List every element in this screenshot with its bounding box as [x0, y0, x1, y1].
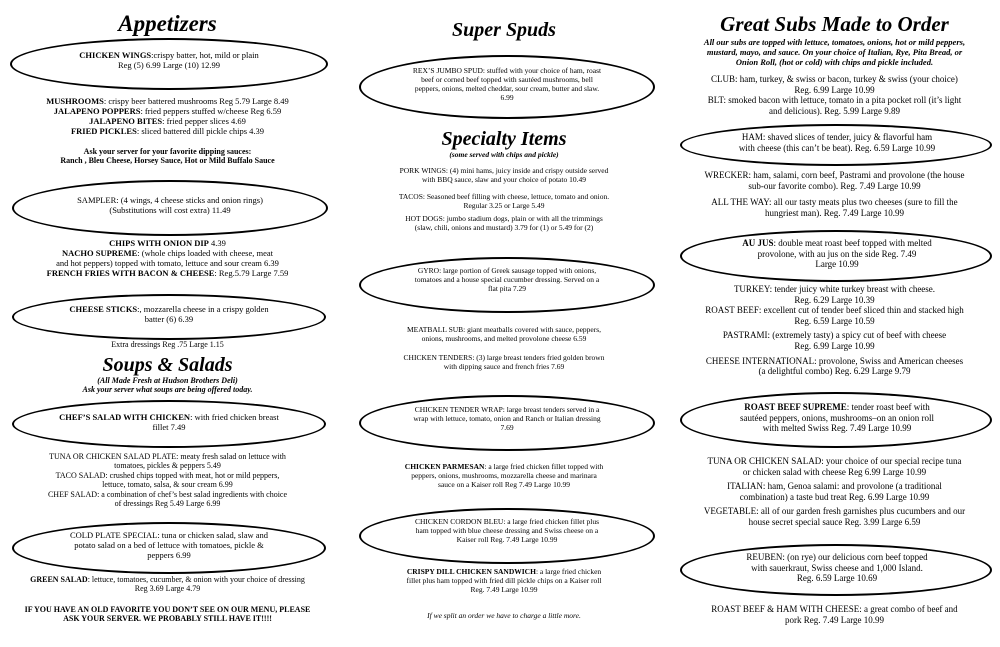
rex-jumbo-spud-item: REX’S JUMBO SPUD: stuffed with your choice of ham, roast beef or corned beef topped with sautéed mushrooms, bell peppers, onions, melted cheddar, sour cream, butter and slaw. 6.99	[412, 66, 602, 102]
chicken-tender-wrap-item: CHICKEN TENDER WRAP: large breast tenders served in a wrap with lettuce, tomato, onion and Ranch or Italian dressing 7.69	[413, 405, 601, 432]
item-name: CHICKEN WINGS	[79, 50, 152, 60]
split-order-note: If we split an order we have to charge a little more.	[427, 611, 581, 620]
subs-intro: All our subs are topped with lettuce, tomatoes, onions, hot or mild peppers, mustard, mayo, and sauce. On your choice of Italian, Rye, Pita Bread, or Onion Roll, (hot or cold) with chips and pickle included.	[703, 37, 966, 68]
super-spuds-title: Super Spuds	[452, 19, 556, 41]
list-item: JALAPENO POPPERS: fried peppers stuffed w/cheese Reg 6.59	[53, 106, 282, 117]
column-subs	[672, 0, 997, 647]
cold-plate-item: COLD PLATE SPECIAL: tuna or chicken salad, slaw and potato salad on a bed of lettuce with tomatoes, pickle & peppers 6.99	[69, 530, 269, 561]
list-item: FRENCH FRIES WITH BACON & CHEESE: Reg.5.79 Large 7.59	[46, 268, 289, 279]
item-price: Reg (5) 6.99 Large (10) 12.99	[117, 60, 221, 71]
chicken-parmesan-item: CHICKEN PARMESAN: a large fried chicken fillet topped with peppers, onions, mushrooms, mozzarella cheese and marinara sauce on a Kaiser roll Reg 7.49 Large 10.99	[404, 462, 604, 489]
cordon-bleu-item: CHICKEN CORDON BLEU: a large fried chicken fillet plus ham topped with blue cheese dressing and Swiss cheese on a Kaiser roll Reg. 7.49 Large 10.99	[415, 517, 599, 544]
gyro-item: GYRO: large portion of Greek sausage topped with onions, tomatoes and a house special cucumber dressing. Served on a flat pita 7.29	[414, 266, 600, 293]
subs-list-2: WRECKER: ham, salami, corn beef, Pastrami and provolone (the house sub-our favorite combo). Reg. 7.49 Large 10.99 ALL THE WAY: all our tasty meats plus two cheeses (sure to fill the hungriest man). Reg. 7.49 Large 10.99	[704, 170, 965, 218]
dipping-sauces-note: Ask your server for your favorite dipping sauces: Ranch , Bleu Cheese, Horsey Sauce, Hot or Mild Buffalo Sauce	[60, 147, 275, 166]
specialty-subtitle: (some served with chips and pickle)	[449, 150, 559, 159]
subs-title: Great Subs Made to Order	[720, 12, 949, 36]
crispy-dill-item: CRISPY DILL CHICKEN SANDWICH: a large fried chicken fillet plus ham topped with fried dill pickle chips on a Kaiser roll Reg. 7.49 Large 10.99	[406, 567, 602, 594]
specialty-list-top: PORK WINGS: (4) mini hams, juicy inside and crispy outside served with BBQ sauce, slaw and your choice of potato 10.49 TACOS: Seasoned beef filling with cheese, lettuce, tomato and onion. Regular 3.25 or Large 5.49 HOT DOGS: jumbo stadium dogs, plain or with all the trimmings (slaw, chili, onions and mustard) 3.79 for (1) or 5.49 for (2)	[398, 166, 610, 233]
subs-list-3: TURKEY: tender juicy white turkey breast with cheese. Reg. 6.29 Large 10.39 ROAST BEEF: excellent cut of tender beef sliced thin and stacked high Reg. 6.59 Large 10.59 PASTRAMI: (extremely tasty) a spicy cut of beef with cheese Reg. 6.99 Large 10.99 CHEESE INTERNATIONAL: provolone, Swiss and American cheeses (a delightful combo) Reg. 6.29 Large 9.79	[705, 284, 964, 377]
specialty-title: Specialty Items	[441, 128, 567, 150]
small-apps-list	[0, 96, 335, 136]
subs-list-1: CLUB: ham, turkey, & swiss or bacon, turkey & swiss (your choice) Reg. 6.99 Large 10.99 BLT: smoked bacon with lettuce, tomato in a pita pocket roll (it’s light and delicious). Reg. 5.99 Large 9.89	[707, 74, 962, 116]
appetizers-title: Appetizers	[118, 11, 217, 36]
list-item: CHIPS WITH ONION DIP 4.39	[109, 238, 226, 248]
sampler-item: SAMPLER: (4 wings, 4 cheese sticks and onion rings) (Substitutions will cost extra) 11.49	[77, 195, 263, 216]
list-item: MUSHROOMS: crispy beer battered mushrooms Reg 5.79 Large 8.49	[46, 96, 289, 106]
chef-chicken-item: CHEF’S SALAD WITH CHICKEN: with fried chicken breast fillet 7.49	[59, 412, 279, 433]
more-apps-list: CHIPS WITH ONION DIP 4.39 NACHO SUPREME: (whole chips loaded with cheese, meat and hot peppers) topped with tomato, lettuce and sour cream 6.39 FRENCH FRIES WITH BACON & CHEESE: Reg.5.79 Large 7.59	[0, 238, 335, 278]
soups-title: Soups & Salads	[102, 354, 233, 376]
green-salad-item: GREEN SALAD: lettuce, tomatoes, cucumber, & onion with your choice of dressing Reg 3.69 Large 4.79	[30, 575, 305, 594]
soups-subtitle: (All Made Fresh at Hudson Brothers Deli) Ask your server what soups are being offered today.	[82, 376, 253, 395]
specialty-list-mid: MEATBALL SUB: giant meatballs covered with sauce, peppers, onions, mushrooms, and melted provolone cheese 6.59 CHICKEN TENDERS: (3) large breast tenders fried golden brown with dipping sauce and french fries 7.69	[403, 325, 605, 371]
reuben-item: REUBEN: (on rye) our delicious corn beef topped with sauerkraut, Swiss cheese and 1,000 Island. Reg. 6.59 Large 10.69	[746, 552, 928, 584]
rb-ham-cheese-item: ROAST BEEF & HAM WITH CHEESE: a great combo of beef and pork Reg. 7.49 Large 10.99	[711, 604, 958, 625]
salad-list: TUNA OR CHICKEN SALAD PLATE: meaty fresh salad on lettuce with tomatoes, pickles & peppers 5.49 TACO SALAD: crushed chips topped with meat, hot or mild peppers, lettuce, tomato, salsa, & sour cream 6.99 CHEF SALAD: a combination of chef’s best salad ingredients with choice of dressings Reg 5.49 Large 6.99	[47, 452, 288, 509]
list-item: NACHO SUPREME: (whole chips loaded with cheese, meat	[61, 248, 274, 259]
chicken-wings-item	[30, 50, 308, 70]
extra-dressings: Extra dressings Reg .75 Large 1.15	[111, 340, 224, 349]
cheese-sticks-item: CHEESE STICKS:, mozzarella cheese in a crispy golden batter (6) 6.39	[69, 304, 269, 325]
column-spuds-specialty	[345, 0, 663, 647]
roast-beef-supreme-item: ROAST BEEF SUPREME: tender roast beef with sautéed peppers, onions, mushrooms–on an onion roll with melted Swiss Reg. 7.49 Large 10.99	[740, 402, 934, 434]
list-item: JALAPENO BITES: fried pepper slices 4.69	[89, 116, 246, 127]
au-jus-item: AU JUS: double meat roast beef topped with melted provolone, with au jus on the side Reg. 7.49 Large 10.99	[742, 238, 932, 270]
item-desc: :crispy batter, hot, mild or plain	[151, 50, 259, 60]
column-appetizers-soups	[0, 0, 335, 647]
list-item: FRIED PICKLES: sliced battered dill pickle chips 4.39	[70, 126, 265, 137]
old-favorite-notice: IF YOU HAVE AN OLD FAVORITE YOU DON’T SEE ON OUR MENU, PLEASE ASK YOUR SERVER. WE PROBABLY STILL HAVE IT!!!!	[24, 605, 311, 624]
subs-list-4: TUNA OR CHICKEN SALAD: your choice of our special recipe tuna or chicken salad with cheese Reg 6.99 Large 10.99 ITALIAN: ham, Genoa salami: and provolone (a traditional combination) a taste bud treat Reg. 6.99 Large 10.99 VEGETABLE: all of our garden fresh garnishes plus cucumbers and our house secret special sauce Reg. 3.99 Large 6.59	[703, 456, 966, 528]
ham-item: HAM: shaved slices of tender, juicy & flavorful ham with cheese (this can’t be beat). Reg. 6.59 Large 10.99	[738, 132, 936, 153]
